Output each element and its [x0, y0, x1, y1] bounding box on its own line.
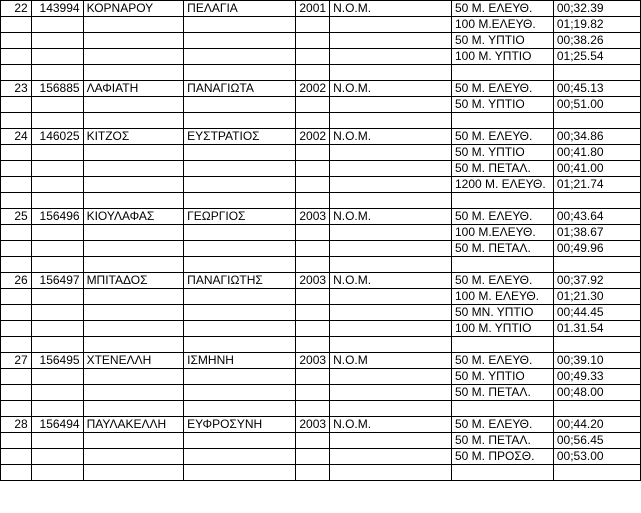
- athlete-first-name-empty: [184, 385, 296, 401]
- empty-cell: [553, 113, 640, 129]
- empty-cell: [83, 257, 184, 273]
- event-time: 01.31.54: [553, 321, 640, 337]
- birth-year-empty: [296, 17, 330, 33]
- event-row: [1, 321, 641, 337]
- event-row: [1, 145, 641, 161]
- athlete-first-name-empty: [184, 17, 296, 33]
- empty-cell: [296, 465, 330, 481]
- event-row: [1, 369, 641, 385]
- empty-cell: [31, 465, 83, 481]
- event-name: 50 Μ. ΕΛΕΥΘ.: [451, 353, 553, 369]
- event-row: [1, 49, 641, 65]
- club-name-empty: [330, 177, 452, 193]
- athlete-first-name-empty: [184, 241, 296, 257]
- athlete-id: 156494: [31, 417, 83, 433]
- event-row: [1, 97, 641, 113]
- athlete-row: [1, 81, 641, 97]
- athlete-row: [1, 209, 641, 225]
- athlete-id-empty: [31, 241, 83, 257]
- athlete-id-empty: [31, 177, 83, 193]
- athlete-surname: ΚΟΡΝΑΡΟΥ: [83, 1, 184, 17]
- event-time: 00;41.00: [553, 161, 640, 177]
- birth-year-empty: [296, 161, 330, 177]
- event-name: 50 Μ. ΕΛΕΥΘ.: [451, 273, 553, 289]
- empty-cell: [184, 401, 296, 417]
- birth-year-empty: [296, 385, 330, 401]
- empty-cell: [1, 113, 32, 129]
- club-name-empty: [330, 97, 452, 113]
- event-row: [1, 449, 641, 465]
- empty-cell: [83, 337, 184, 353]
- event-time: 00;49.96: [553, 241, 640, 257]
- athlete-first-name: ΙΣΜΗΝΗ: [184, 353, 296, 369]
- event-name: 50 Μ. ΕΛΕΥΘ.: [451, 209, 553, 225]
- event-time: 01;19.82: [553, 17, 640, 33]
- empty-cell: [296, 257, 330, 273]
- empty-cell: [296, 337, 330, 353]
- athlete-id: 156496: [31, 209, 83, 225]
- event-name: 100 Μ. ΕΛΕΥΘ.: [451, 289, 553, 305]
- empty-cell: [451, 65, 553, 81]
- entry-number-empty: [1, 49, 32, 65]
- athlete-id-empty: [31, 17, 83, 33]
- event-name: 50 Μ. ΠΕΤΑΛ.: [451, 385, 553, 401]
- event-name: 50 Μ. ΕΛΕΥΘ.: [451, 129, 553, 145]
- empty-cell: [553, 65, 640, 81]
- event-name: 100 Μ. ΥΠΤΙΟ: [451, 321, 553, 337]
- club-name-empty: [330, 49, 452, 65]
- club-name-empty: [330, 433, 452, 449]
- empty-cell: [184, 65, 296, 81]
- athlete-first-name: ΠΕΛΑΓΙΑ: [184, 1, 296, 17]
- spacer-row: [1, 65, 641, 81]
- club-name: Ν.Ο.Μ.: [330, 129, 452, 145]
- athlete-surname-empty: [83, 161, 184, 177]
- birth-year: 2003: [296, 353, 330, 369]
- club-name-empty: [330, 321, 452, 337]
- athlete-surname: ΛΑΦΙΑΤΗ: [83, 81, 184, 97]
- empty-cell: [553, 337, 640, 353]
- empty-cell: [296, 113, 330, 129]
- entry-number-empty: [1, 97, 32, 113]
- entry-number-empty: [1, 305, 32, 321]
- athlete-surname-empty: [83, 145, 184, 161]
- empty-cell: [31, 257, 83, 273]
- empty-cell: [451, 257, 553, 273]
- athlete-surname-empty: [83, 305, 184, 321]
- event-time: 00;41.80: [553, 145, 640, 161]
- club-name: Ν.Ο.Μ.: [330, 417, 452, 433]
- event-name: 100 Μ.ΕΛΕΥΘ.: [451, 17, 553, 33]
- athlete-first-name-empty: [184, 161, 296, 177]
- club-name: Ν.Ο.Μ.: [330, 273, 452, 289]
- athlete-id: 156885: [31, 81, 83, 97]
- athlete-surname-empty: [83, 449, 184, 465]
- club-name-empty: [330, 241, 452, 257]
- birth-year: 2001: [296, 1, 330, 17]
- event-row: [1, 161, 641, 177]
- club-name: Ν.Ο.Μ.: [330, 81, 452, 97]
- empty-cell: [1, 65, 32, 81]
- athlete-row: [1, 417, 641, 433]
- club-name: Ν.Ο.Μ.: [330, 209, 452, 225]
- empty-cell: [296, 193, 330, 209]
- entry-number-empty: [1, 241, 32, 257]
- entry-number: 27: [1, 353, 32, 369]
- empty-cell: [83, 401, 184, 417]
- empty-cell: [184, 465, 296, 481]
- event-time: 00;51.00: [553, 97, 640, 113]
- athlete-first-name-empty: [184, 49, 296, 65]
- athlete-row: [1, 273, 641, 289]
- empty-cell: [330, 465, 452, 481]
- event-row: [1, 17, 641, 33]
- spacer-row: [1, 193, 641, 209]
- athlete-surname-empty: [83, 225, 184, 241]
- event-time: 01;21.30: [553, 289, 640, 305]
- athlete-surname: ΚΙΤΖΟΣ: [83, 129, 184, 145]
- athlete-surname-empty: [83, 321, 184, 337]
- birth-year: 2002: [296, 81, 330, 97]
- athlete-id: 156495: [31, 353, 83, 369]
- athlete-row: [1, 353, 641, 369]
- club-name-empty: [330, 289, 452, 305]
- entry-number-empty: [1, 225, 32, 241]
- athlete-first-name: ΕΥΦΡΟΣΥΝΗ: [184, 417, 296, 433]
- entry-number: 26: [1, 273, 32, 289]
- empty-cell: [451, 337, 553, 353]
- spacer-row: [1, 465, 641, 481]
- club-name-empty: [330, 225, 452, 241]
- empty-cell: [553, 193, 640, 209]
- athlete-surname-empty: [83, 369, 184, 385]
- entry-number-empty: [1, 385, 32, 401]
- empty-cell: [184, 113, 296, 129]
- event-time: 00;45.13: [553, 81, 640, 97]
- athlete-first-name-empty: [184, 305, 296, 321]
- athlete-id-empty: [31, 321, 83, 337]
- event-name: 50 Μ. ΠΕΤΑΛ.: [451, 241, 553, 257]
- club-name-empty: [330, 33, 452, 49]
- empty-cell: [1, 337, 32, 353]
- athlete-first-name-empty: [184, 145, 296, 161]
- event-time: 00;44.20: [553, 417, 640, 433]
- athlete-first-name-empty: [184, 97, 296, 113]
- event-name: 50 Μ. ΕΛΕΥΘ.: [451, 417, 553, 433]
- event-time: 00;38.26: [553, 33, 640, 49]
- athlete-id: 156497: [31, 273, 83, 289]
- athlete-first-name-empty: [184, 449, 296, 465]
- empty-cell: [330, 193, 452, 209]
- empty-cell: [553, 257, 640, 273]
- athlete-first-name-empty: [184, 33, 296, 49]
- empty-cell: [330, 337, 452, 353]
- event-name: 50 Μ. ΥΠΤΙΟ: [451, 145, 553, 161]
- athlete-surname: ΜΠΙΤΑΔΟΣ: [83, 273, 184, 289]
- spacer-row: [1, 257, 641, 273]
- event-time: 00;39.10: [553, 353, 640, 369]
- event-name: 50 Μ. ΠΕΤΑΛ.: [451, 161, 553, 177]
- event-row: [1, 289, 641, 305]
- event-name: 50 Μ. ΥΠΤΙΟ: [451, 33, 553, 49]
- event-time: 00;34.86: [553, 129, 640, 145]
- empty-cell: [553, 401, 640, 417]
- entry-number-empty: [1, 33, 32, 49]
- athlete-surname-empty: [83, 385, 184, 401]
- athlete-surname-empty: [83, 177, 184, 193]
- birth-year-empty: [296, 369, 330, 385]
- empty-cell: [296, 65, 330, 81]
- athlete-surname-empty: [83, 97, 184, 113]
- athlete-surname-empty: [83, 49, 184, 65]
- birth-year-empty: [296, 177, 330, 193]
- birth-year-empty: [296, 449, 330, 465]
- club-name-empty: [330, 17, 452, 33]
- athlete-first-name: ΕΥΣΤΡΑΤΙΟΣ: [184, 129, 296, 145]
- empty-cell: [31, 337, 83, 353]
- entry-number: 24: [1, 129, 32, 145]
- birth-year: 2002: [296, 129, 330, 145]
- athlete-id-empty: [31, 225, 83, 241]
- entry-number-empty: [1, 161, 32, 177]
- athlete-surname-empty: [83, 433, 184, 449]
- empty-cell: [83, 193, 184, 209]
- athlete-surname-empty: [83, 33, 184, 49]
- empty-cell: [330, 257, 452, 273]
- event-time: 00;56.45: [553, 433, 640, 449]
- empty-cell: [83, 465, 184, 481]
- empty-cell: [184, 257, 296, 273]
- entry-number-empty: [1, 177, 32, 193]
- event-name: 100 Μ. ΥΠΤΙΟ: [451, 49, 553, 65]
- entry-number-empty: [1, 289, 32, 305]
- birth-year-empty: [296, 305, 330, 321]
- athlete-first-name-empty: [184, 433, 296, 449]
- event-name: 50 Μ. ΕΛΕΥΘ.: [451, 81, 553, 97]
- event-name: 50 Μ. ΠΕΤΑΛ.: [451, 433, 553, 449]
- athlete-surname: ΚΙΟΥΛΑΦΑΣ: [83, 209, 184, 225]
- empty-cell: [184, 337, 296, 353]
- empty-cell: [184, 193, 296, 209]
- event-name: 50 Μ. ΕΛΕΥΘ.: [451, 1, 553, 17]
- athlete-first-name-empty: [184, 225, 296, 241]
- athlete-id: 146025: [31, 129, 83, 145]
- athlete-id-empty: [31, 305, 83, 321]
- event-row: [1, 305, 641, 321]
- athlete-id-empty: [31, 369, 83, 385]
- athlete-first-name: ΓΕΩΡΓΙΟΣ: [184, 209, 296, 225]
- athlete-id-empty: [31, 49, 83, 65]
- event-time: 00;37.92: [553, 273, 640, 289]
- birth-year-empty: [296, 225, 330, 241]
- athlete-first-name-empty: [184, 289, 296, 305]
- athlete-id: 143994: [31, 1, 83, 17]
- athlete-surname-empty: [83, 289, 184, 305]
- entry-number: 25: [1, 209, 32, 225]
- athlete-id-empty: [31, 289, 83, 305]
- entry-number-empty: [1, 449, 32, 465]
- empty-cell: [296, 401, 330, 417]
- athlete-row: [1, 129, 641, 145]
- event-time: 00;49.33: [553, 369, 640, 385]
- empty-cell: [330, 113, 452, 129]
- athlete-first-name: ΠΑΝΑΓΙΩΤΗΣ: [184, 273, 296, 289]
- athlete-id-empty: [31, 433, 83, 449]
- birth-year-empty: [296, 97, 330, 113]
- birth-year-empty: [296, 145, 330, 161]
- empty-cell: [1, 465, 32, 481]
- athlete-id-empty: [31, 449, 83, 465]
- spacer-row: [1, 113, 641, 129]
- entry-number: 23: [1, 81, 32, 97]
- event-name: 50 ΜΝ. ΥΠΤΙΟ: [451, 305, 553, 321]
- birth-year-empty: [296, 49, 330, 65]
- birth-year: 2003: [296, 417, 330, 433]
- athlete-id-empty: [31, 145, 83, 161]
- event-time: 00;44.45: [553, 305, 640, 321]
- entry-number: 22: [1, 1, 32, 17]
- empty-cell: [451, 401, 553, 417]
- athlete-id-empty: [31, 161, 83, 177]
- event-name: 50 Μ. ΥΠΤΙΟ: [451, 369, 553, 385]
- club-name-empty: [330, 305, 452, 321]
- entry-number-empty: [1, 17, 32, 33]
- empty-cell: [330, 65, 452, 81]
- empty-cell: [330, 401, 452, 417]
- entry-number-empty: [1, 321, 32, 337]
- empty-cell: [451, 193, 553, 209]
- event-row: [1, 33, 641, 49]
- athlete-row: [1, 1, 641, 17]
- empty-cell: [1, 257, 32, 273]
- event-row: [1, 433, 641, 449]
- club-name-empty: [330, 385, 452, 401]
- empty-cell: [451, 465, 553, 481]
- athlete-first-name-empty: [184, 321, 296, 337]
- birth-year-empty: [296, 321, 330, 337]
- athlete-surname: ΠΑΥΛΑΚΕΛΛΗ: [83, 417, 184, 433]
- event-time: 00;32.39: [553, 1, 640, 17]
- athlete-first-name-empty: [184, 369, 296, 385]
- club-name-empty: [330, 449, 452, 465]
- entry-number-empty: [1, 369, 32, 385]
- event-time: 01;38.67: [553, 225, 640, 241]
- event-name: 100 Μ.ΕΛΕΥΘ.: [451, 225, 553, 241]
- birth-year-empty: [296, 433, 330, 449]
- empty-cell: [31, 113, 83, 129]
- event-name: 1200 Μ. ΕΛΕΥΘ.: [451, 177, 553, 193]
- athlete-first-name: ΠΑΝΑΓΙΩΤΑ: [184, 81, 296, 97]
- birth-year-empty: [296, 241, 330, 257]
- empty-cell: [31, 193, 83, 209]
- event-row: [1, 385, 641, 401]
- empty-cell: [31, 65, 83, 81]
- club-name-empty: [330, 369, 452, 385]
- event-row: [1, 241, 641, 257]
- spacer-row: [1, 401, 641, 417]
- athlete-first-name-empty: [184, 177, 296, 193]
- birth-year-empty: [296, 33, 330, 49]
- event-name: 50 Μ. ΥΠΤΙΟ: [451, 97, 553, 113]
- empty-cell: [83, 65, 184, 81]
- event-time: 00;43.64: [553, 209, 640, 225]
- event-row: [1, 225, 641, 241]
- birth-year: 2003: [296, 209, 330, 225]
- empty-cell: [1, 193, 32, 209]
- birth-year: 2003: [296, 273, 330, 289]
- club-name: Ν.Ο.Μ: [330, 353, 452, 369]
- athlete-id-empty: [31, 33, 83, 49]
- event-time: 00;53.00: [553, 449, 640, 465]
- spacer-row: [1, 337, 641, 353]
- athlete-id-empty: [31, 385, 83, 401]
- entry-number-empty: [1, 433, 32, 449]
- club-name-empty: [330, 145, 452, 161]
- empty-cell: [1, 401, 32, 417]
- birth-year-empty: [296, 289, 330, 305]
- athlete-id-empty: [31, 97, 83, 113]
- empty-cell: [31, 401, 83, 417]
- event-row: [1, 177, 641, 193]
- club-name-empty: [330, 161, 452, 177]
- athlete-surname: ΧΤΕΝΕΛΛΗ: [83, 353, 184, 369]
- athlete-surname-empty: [83, 17, 184, 33]
- athlete-surname-empty: [83, 241, 184, 257]
- event-time: 01;21.74: [553, 177, 640, 193]
- empty-cell: [553, 465, 640, 481]
- empty-cell: [83, 113, 184, 129]
- entry-number-empty: [1, 145, 32, 161]
- event-time: 00;48.00: [553, 385, 640, 401]
- entry-number: 28: [1, 417, 32, 433]
- event-time: 01;25.54: [553, 49, 640, 65]
- empty-cell: [451, 113, 553, 129]
- club-name: Ν.Ο.Μ.: [330, 1, 452, 17]
- event-name: 50 Μ. ΠΡΟΣΘ.: [451, 449, 553, 465]
